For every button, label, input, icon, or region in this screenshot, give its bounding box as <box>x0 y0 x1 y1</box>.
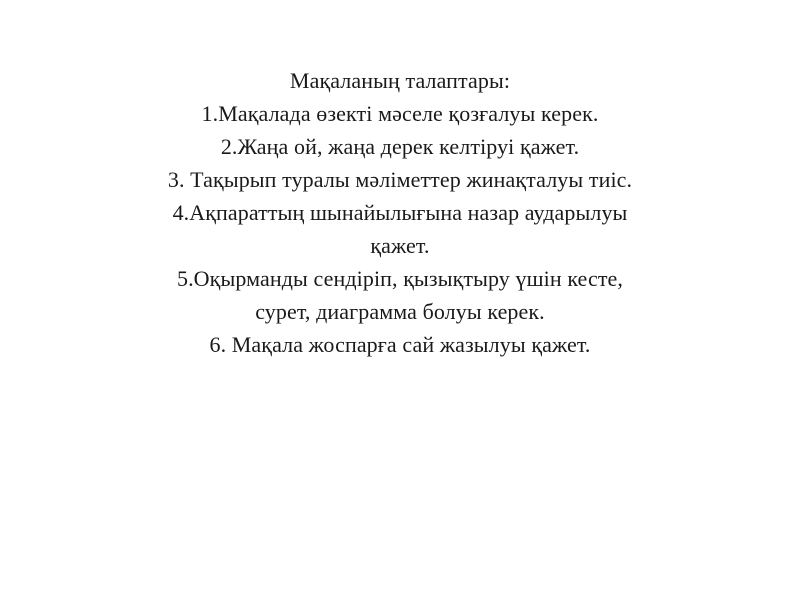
requirement-4-line-1: 4.Ақпараттың шынайылығына назар аударылуы <box>172 200 628 225</box>
requirement-5-line-1: 5.Оқырманды сендіріп, қызықтыру үшін кесте, <box>176 266 624 291</box>
requirement-6: 6. Мақала жоспарға сай жазылуы қажет. <box>209 332 591 357</box>
requirement-3: 3. Тақырып туралы мәліметтер жинақталуы тиіс. <box>167 167 633 192</box>
requirement-1: 1.Мақалада өзекті мәселе қозғалуы керек. <box>201 101 599 126</box>
requirement-2: 2.Жаңа ой, жаңа дерек келтіруі қажет. <box>220 134 580 159</box>
requirement-4-line-2: қажет. <box>370 233 430 258</box>
requirements-heading: Мақаланың талаптары: <box>289 68 511 93</box>
requirement-5-line-2: сурет, диаграмма болуы керек. <box>255 299 545 324</box>
requirements-text <box>120 64 680 361</box>
